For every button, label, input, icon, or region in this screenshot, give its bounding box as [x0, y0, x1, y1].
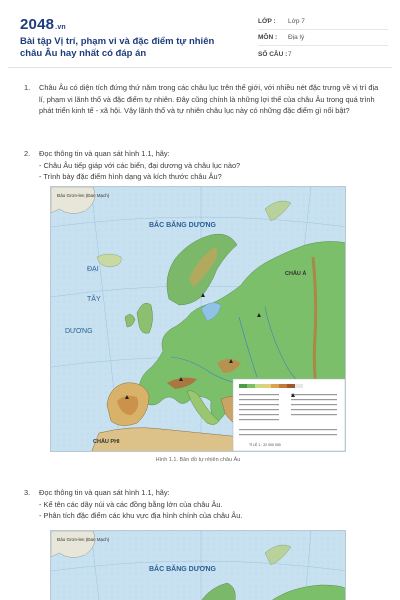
question-text: Đọc thông tin và quan sát hình 1.1, hãy:	[39, 149, 170, 158]
question-number: 3.	[24, 488, 31, 497]
map-label-arctic: BẮC BĂNG DƯƠNG	[149, 222, 216, 229]
question-1	[24, 82, 380, 117]
question-text: Đọc thông tin và quan sát hình 1.1, hãy:	[39, 488, 170, 497]
question-text: Châu Âu có diện tích đứng thứ năm trong các châu lục trên thế giới, với nhiều nét đặc trưng về vị trí địa lí, phạm vi lãnh thổ và đặc điểm tự nhiên. Đây cũng chính là những lợi thế của châu Âu trong quá trình phát triển kinh tế - xã hội. Vậy lãnh thổ và tự nhiên châu lục này có những đặc điểm gì nổi bật?	[39, 83, 379, 115]
page-title: Bài tập Vị trí, phạm vi và đặc điểm tự nhiên châu Âu hay nhất có đáp án	[20, 36, 215, 59]
meta-row-class	[258, 14, 388, 30]
map-caption: Hình 1.1. Bản đồ tự nhiên châu Âu	[155, 457, 241, 463]
meta-value[interactable]: Địa lý	[288, 34, 305, 41]
map-label-ocean-3: DƯƠNG	[65, 328, 93, 335]
question-number: 1.	[24, 83, 31, 92]
map-label-africa: CHÂU PHI	[93, 439, 120, 445]
map-graphic	[51, 187, 346, 452]
map-scale: TỈ LỆ 1 : 22 000 000	[249, 443, 281, 447]
question-text: - Trình bày đặc điểm hình dạng và kích thước châu Âu?	[39, 172, 222, 181]
europe-physical-map	[50, 186, 346, 452]
question-text: - Châu Âu tiếp giáp với các biển, đại dương và châu lục nào?	[39, 160, 241, 170]
site-logo[interactable]	[20, 16, 66, 33]
map-label-ocean-2: TÂY	[87, 296, 101, 303]
question-number: 2.	[24, 149, 31, 158]
question-3	[24, 487, 380, 522]
page-header	[8, 6, 392, 68]
europe-physical-map-repeat	[50, 530, 346, 600]
question-body	[39, 487, 380, 522]
question-2	[24, 148, 380, 183]
meta-value: 7	[288, 50, 292, 58]
logo-suffix: .vn	[55, 24, 66, 31]
question-text: - Phân tích đặc điểm các khu vực địa hình chính của châu Âu.	[39, 511, 243, 520]
logo-text: 2048	[20, 16, 55, 33]
map-label-greenland: Đảo Grơn-len (Đan Mạch)	[57, 537, 110, 542]
meta-key: MÔN :	[258, 34, 278, 41]
question-body	[39, 82, 380, 117]
meta-table	[258, 14, 388, 62]
question-text: - Kể tên các dãy núi và các đồng bằng lớn của châu Âu.	[39, 499, 223, 509]
map-label-arctic: BẮC BĂNG DƯƠNG	[149, 566, 216, 573]
meta-value[interactable]: Lớp 7	[288, 18, 305, 25]
question-body	[39, 148, 380, 183]
map-label-ocean-1: ĐẠI	[87, 266, 99, 273]
meta-row-count	[258, 46, 388, 62]
meta-key: SỐ CÂU :	[258, 50, 288, 58]
meta-key: LỚP :	[258, 18, 276, 25]
map-label-greenland: Đảo Grơn-len (Đan Mạch)	[57, 193, 110, 198]
meta-row-subject	[258, 30, 388, 46]
map-label-asia: CHÂU Á	[285, 271, 307, 277]
map-graphic	[51, 531, 346, 600]
